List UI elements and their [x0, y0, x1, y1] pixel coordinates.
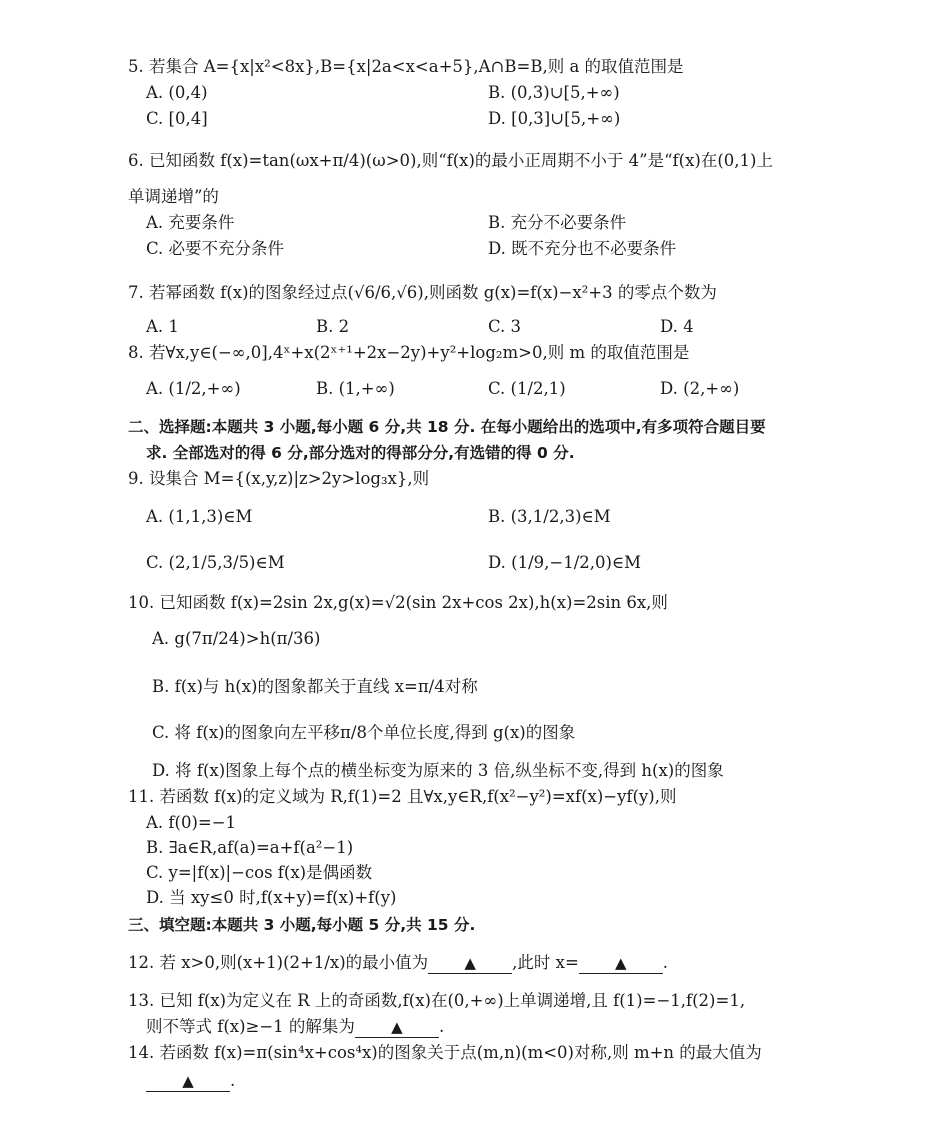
q6-stem-line1: 6. 已知函数 f(x)=tan(ωx+π/4)(ω>0),则“f(x)的最小正周期不小于 4”是“f(x)在(0,1)上	[128, 151, 773, 170]
q13-stem-line2	[146, 1016, 444, 1038]
q6-stem-line2: 单调递增”的	[128, 187, 219, 206]
q9-stem: 9. 设集合 M={(x,y,z)|z>2y>log₃x},则	[128, 469, 430, 488]
q6-option-d: D. 既不充分也不必要条件	[488, 239, 677, 258]
q12-answer-blank-2[interactable]	[579, 953, 663, 974]
q10-option-b: B. f(x)与 h(x)的图象都关于直线 x=π/4对称	[152, 677, 478, 696]
q8-option-c: C. (1/2,1)	[488, 379, 566, 398]
q5-option-d: D. [0,3]∪[5,+∞)	[488, 109, 621, 128]
q14-stem-line1: 14. 若函数 f(x)=π(sin⁴x+cos⁴x)的图象关于点(m,n)(m<0)对称,则 m+n 的最大值为	[128, 1043, 762, 1062]
q9-option-b: B. (3,1/2,3)∈M	[488, 507, 611, 526]
q9-option-d: D. (1/9,−1/2,0)∈M	[488, 553, 642, 572]
q6-option-c: C. 必要不充分条件	[146, 239, 285, 258]
q10-option-d: D. 将 f(x)图象上每个点的横坐标变为原来的 3 倍,纵坐标不变,得到 h(x)的图象	[152, 761, 724, 780]
answer-marker-icon: ▲	[182, 1072, 194, 1090]
q12-text-part2: ,此时 x=	[512, 953, 579, 972]
answer-marker-icon: ▲	[615, 954, 627, 972]
q5-option-c: C. [0,4]	[146, 109, 208, 128]
section2-instructions: 求. 全部选对的得 6 分,部分选对的得部分分,有选错的得 0 分.	[146, 444, 575, 462]
q12-answer-blank-1[interactable]	[428, 953, 512, 974]
q11-option-d: D. 当 xy≤0 时,f(x+y)=f(x)+f(y)	[146, 888, 397, 907]
q12-text-part3: .	[662, 953, 669, 972]
q13-text-end: .	[438, 1017, 445, 1036]
q14-text-end: .	[230, 1071, 236, 1090]
q5-stem: 5. 若集合 A={x|x²<8x},B={x|2a<x<a+5},A∩B=B,则 a 的取值范围是	[128, 57, 684, 76]
answer-marker-icon: ▲	[464, 954, 476, 972]
q7-option-c: C. 3	[488, 317, 522, 336]
q11-option-b: B. ∃a∈R,af(a)=a+f(a²−1)	[146, 838, 354, 857]
q13-answer-blank[interactable]	[355, 1017, 439, 1038]
q5-option-b: B. (0,3)∪[5,+∞)	[488, 83, 620, 102]
q6-option-b: B. 充分不必要条件	[488, 213, 627, 232]
q14-answer-blank[interactable]	[146, 1071, 230, 1092]
section2-heading: 二、选择题:本题共 3 小题,每小题 6 分,共 18 分. 在每小题给出的选项中,有多项符合题目要	[128, 418, 766, 436]
q11-stem: 11. 若函数 f(x)的定义域为 R,f(1)=2 且∀x,y∈R,f(x²−y²)=xf(x)−yf(y),则	[128, 787, 677, 806]
q7-option-d: D. 4	[660, 317, 694, 336]
q7-stem: 7. 若幂函数 f(x)的图象经过点(√6/6,√6),则函数 g(x)=f(x)−x²+3 的零点个数为	[128, 283, 717, 302]
q11-option-c: C. y=|f(x)|−cos f(x)是偶函数	[146, 863, 373, 882]
q9-option-a: A. (1,1,3)∈M	[146, 507, 253, 526]
q5-option-a: A. (0,4)	[146, 83, 208, 102]
q9-option-c: C. (2,1/5,3/5)∈M	[146, 553, 285, 572]
q13-text: 则不等式 f(x)≥−1 的解集为	[146, 1017, 355, 1036]
q7-option-b: B. 2	[316, 317, 350, 336]
section3-heading: 三、填空题:本题共 3 小题,每小题 5 分,共 15 分.	[128, 916, 476, 934]
q8-stem: 8. 若∀x,y∈(−∞,0],4ˣ+x(2ˣ⁺¹+2x−2y)+y²+log₂m>0,则 m 的取值范围是	[128, 343, 690, 362]
q7-option-a: A. 1	[146, 317, 179, 336]
q8-option-b: B. (1,+∞)	[316, 379, 395, 398]
q12-text-part1: 12. 若 x>0,则(x+1)(2+1/x)的最小值为	[128, 953, 429, 972]
q10-option-c: C. 将 f(x)的图象向左平移π/8个单位长度,得到 g(x)的图象	[152, 723, 576, 742]
q14-stem-line2	[146, 1070, 235, 1092]
answer-marker-icon: ▲	[391, 1018, 403, 1036]
q8-option-d: D. (2,+∞)	[660, 379, 740, 398]
q13-stem-line1: 13. 已知 f(x)为定义在 R 上的奇函数,f(x)在(0,+∞)上单调递增,且 f(1)=−1,f(2)=1,	[128, 991, 746, 1010]
q10-option-a: A. g(7π/24)>h(π/36)	[152, 629, 321, 648]
q12-stem	[128, 952, 668, 974]
q11-option-a: A. f(0)=−1	[146, 813, 237, 832]
q8-option-a: A. (1/2,+∞)	[146, 379, 241, 398]
q10-stem: 10. 已知函数 f(x)=2sin 2x,g(x)=√2(sin 2x+cos 2x),h(x)=2sin 6x,则	[128, 593, 668, 612]
q6-option-a: A. 充要条件	[146, 213, 235, 232]
